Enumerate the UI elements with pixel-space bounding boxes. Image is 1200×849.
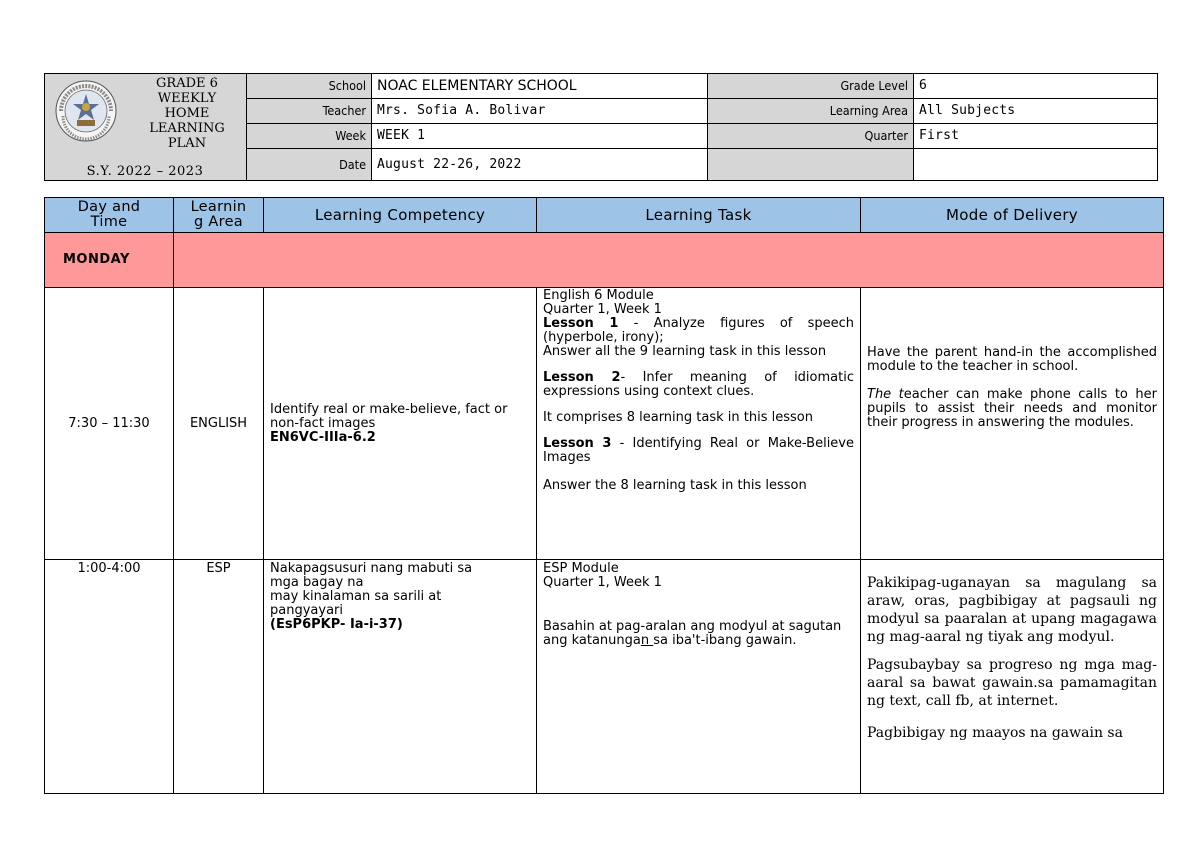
row-competency: Nakapagsusuri nang mabuti sa mga bagay na may kinalaman sa sarili at pangyayari (EsP6PKP- Ia-i-37) <box>264 560 537 794</box>
row-time: 1:00-4:00 <box>45 560 174 794</box>
quarter-label: Quarter <box>708 124 914 149</box>
empty-label-cell <box>708 149 914 181</box>
grade-level-label: Grade Level <box>708 74 914 99</box>
school-label: School <box>247 74 372 99</box>
teacher-label: Teacher <box>247 99 372 124</box>
day-label: MONDAY <box>45 233 174 288</box>
row-delivery: Have the parent hand-in the accomplished module to the teacher in school. The teacher can make phone calls to her pupils to assist their needs and monitor their progress in answering the modules. <box>861 288 1164 560</box>
date-value: August 22-26, 2022 <box>372 149 708 181</box>
plan-title-block <box>45 74 247 181</box>
competency-code: EN6VC-IIIa-6.2 <box>270 429 376 445</box>
day-fill <box>174 233 1164 288</box>
row-task: English 6 Module Quarter 1, Week 1 Lesson 1 - Analyze figures of speech (hyperbole, irony); Answer all the 9 learning task in this lesson Lesson 2- Infer meaning of idiomatic expressions using context clues. It comprises 8 learning task in this lesson Lesson 3 - Identifying Real or Make-Believe Images Answer the 8 learning task in this lesson <box>537 288 861 560</box>
week-value: WEEK 1 <box>372 124 708 149</box>
learning-area-value: All Subjects <box>914 99 1158 124</box>
row-competency: Identify real or make-believe, fact or non-fact images EN6VC-IIIa-6.2 <box>264 288 537 560</box>
quarter-value: First <box>914 124 1158 149</box>
row-delivery: Pakikipag-uganayan sa magulang sa araw, oras, pagbibigay at pagsauli ng modyul sa paaralan at upang magagawa ng mag-aaral ng tiyak ang modyul. Pagsubaybay sa progreso ng mga mag-aaral sa bawat gawain.sa pamamagitan ng text, call fb, at internet. Pagbibigay ng maayos na gawain sa <box>861 560 1164 794</box>
grade-level-value: 6 <box>914 74 1158 99</box>
row-area: ESP <box>174 560 264 794</box>
school-year: S.Y. 2022 – 2023 <box>86 164 204 179</box>
learning-area-label: Learning Area <box>708 99 914 124</box>
deped-seal-icon <box>55 80 117 142</box>
plan-title: GRADE 6 WEEKLY HOME LEARNING PLAN <box>149 76 225 151</box>
week-label: Week <box>247 124 372 149</box>
row-area: ENGLISH <box>174 288 264 560</box>
plan-header-table <box>44 73 1158 181</box>
teacher-value: Mrs. Sofia A. Bolivar <box>372 99 708 124</box>
table-row <box>45 560 1164 794</box>
row-time: 7:30 – 11:30 <box>45 288 174 560</box>
school-value: NOAC ELEMENTARY SCHOOL <box>372 74 708 99</box>
learning-plan-table <box>44 197 1164 794</box>
competency-code: (EsP6PKP- Ia-i-37) <box>270 617 403 632</box>
empty-value-cell <box>914 149 1158 181</box>
table-row <box>45 288 1164 560</box>
col-learning-task: Learning Task <box>537 198 861 233</box>
col-mode-of-delivery: Mode of Delivery <box>861 198 1164 233</box>
col-day-time: Day and Time <box>45 198 174 233</box>
col-learning-area: Learnin g Area <box>174 198 264 233</box>
col-learning-competency: Learning Competency <box>264 198 537 233</box>
row-task: ESP Module Quarter 1, Week 1 Basahin at pag-aralan ang modyul at sagutan ang katanungan sa iba't-ibang gawain. <box>537 560 861 794</box>
day-row-monday <box>45 233 1164 288</box>
date-label: Date <box>247 149 372 181</box>
